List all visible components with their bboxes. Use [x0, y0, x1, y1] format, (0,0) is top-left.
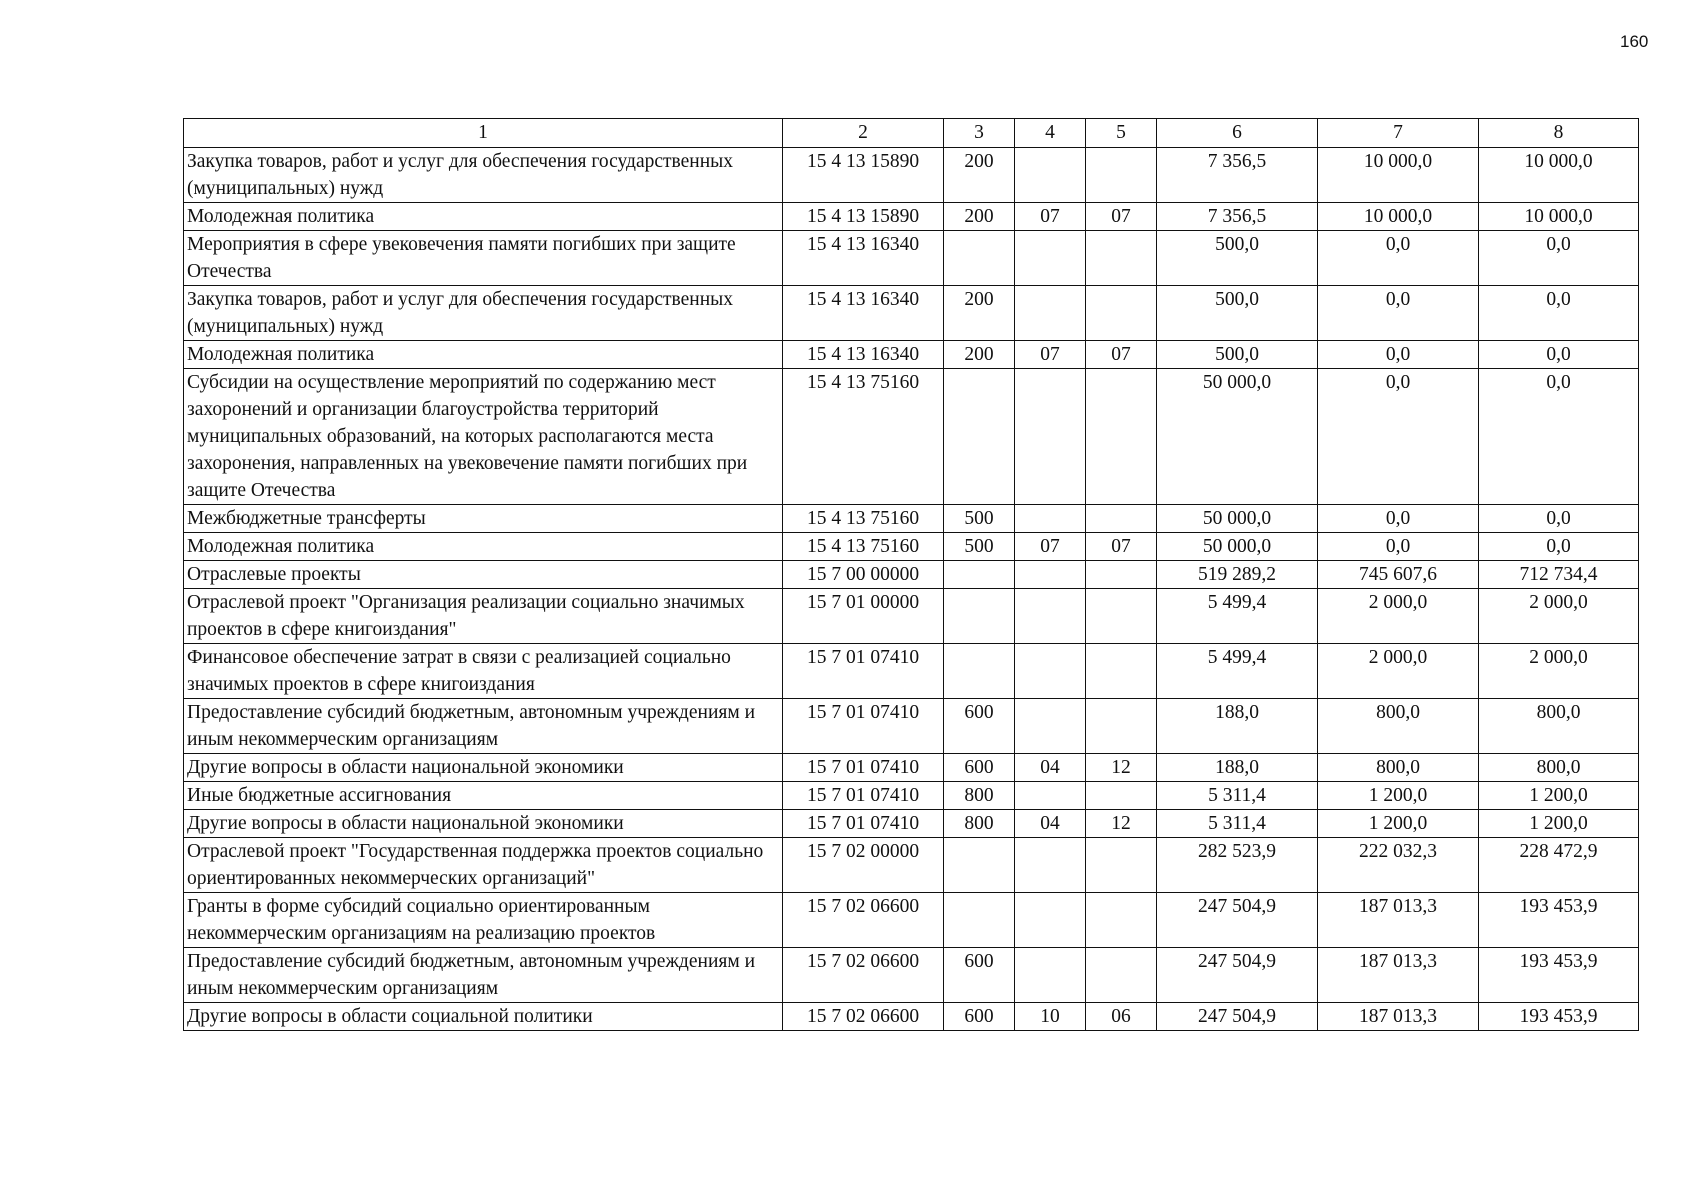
row-col4-cell: [1015, 838, 1086, 893]
table-row: [184, 589, 1639, 644]
table-row: [184, 782, 1639, 810]
row-name-cell: Отраслевой проект "Государственная поддержка проектов социально ориентированных некоммерческих организаций": [184, 838, 783, 893]
row-col8-cell: 193 453,9: [1479, 1003, 1639, 1031]
row-col6-cell: 188,0: [1157, 699, 1318, 754]
row-code-cell: 15 7 02 06600: [783, 893, 944, 948]
table-row: [184, 838, 1639, 893]
row-col4-cell: 04: [1015, 810, 1086, 838]
header-cell: 2: [783, 119, 944, 148]
row-col4-cell: [1015, 148, 1086, 203]
table-row: [184, 341, 1639, 369]
row-name-cell: Молодежная политика: [184, 533, 783, 561]
row-col4-cell: 07: [1015, 533, 1086, 561]
table-row: [184, 948, 1639, 1003]
row-col8-cell: 1 200,0: [1479, 810, 1639, 838]
table-row: [184, 561, 1639, 589]
row-col8-cell: 0,0: [1479, 286, 1639, 341]
row-col6-cell: 500,0: [1157, 286, 1318, 341]
table-row: [184, 203, 1639, 231]
row-code-cell: 15 7 01 00000: [783, 589, 944, 644]
row-name-cell: Предоставление субсидий бюджетным, автономным учреждениям и иным некоммерческим организациям: [184, 699, 783, 754]
row-col7-cell: 1 200,0: [1318, 810, 1479, 838]
table-row: [184, 1003, 1639, 1031]
row-code-cell: 15 7 01 07410: [783, 754, 944, 782]
row-col4-cell: 07: [1015, 203, 1086, 231]
row-col7-cell: 187 013,3: [1318, 1003, 1479, 1031]
row-col5-cell: [1086, 286, 1157, 341]
row-col7-cell: 0,0: [1318, 533, 1479, 561]
row-col5-cell: [1086, 644, 1157, 699]
table-row: [184, 699, 1639, 754]
table-row: [184, 369, 1639, 505]
row-name-cell: Закупка товаров, работ и услуг для обеспечения государственных (муниципальных) нужд: [184, 148, 783, 203]
row-code-cell: 15 7 02 06600: [783, 1003, 944, 1031]
row-col5-cell: [1086, 838, 1157, 893]
table-body: [184, 148, 1639, 1031]
row-col3-cell: 800: [944, 810, 1015, 838]
row-code-cell: 15 7 01 07410: [783, 644, 944, 699]
row-col8-cell: 2 000,0: [1479, 589, 1639, 644]
row-col6-cell: 500,0: [1157, 341, 1318, 369]
header-cell: 4: [1015, 119, 1086, 148]
row-name-cell: Закупка товаров, работ и услуг для обеспечения государственных (муниципальных) нужд: [184, 286, 783, 341]
table-row: [184, 644, 1639, 699]
row-col8-cell: 0,0: [1479, 505, 1639, 533]
row-name-cell: Субсидии на осуществление мероприятий по содержанию мест захоронений и организации благоустройства территорий муниципальных образований, на которых располагаются места захоронения, направленных на увековечение памяти погибших при защите Отечества: [184, 369, 783, 505]
row-name-cell: Молодежная политика: [184, 341, 783, 369]
row-name-cell: Отраслевой проект "Организация реализации социально значимых проектов в сфере книгоиздания": [184, 589, 783, 644]
row-name-cell: Гранты в форме субсидий социально ориентированным некоммерческим организациям на реализацию проектов: [184, 893, 783, 948]
budget-table: [183, 118, 1639, 1031]
row-col6-cell: 50 000,0: [1157, 369, 1318, 505]
row-col7-cell: 0,0: [1318, 505, 1479, 533]
table-row: [184, 505, 1639, 533]
row-name-cell: Отраслевые проекты: [184, 561, 783, 589]
budget-table-container: [183, 118, 1639, 1031]
row-code-cell: 15 7 01 07410: [783, 699, 944, 754]
row-col4-cell: 07: [1015, 341, 1086, 369]
row-code-cell: 15 7 02 06600: [783, 948, 944, 1003]
row-col3-cell: [944, 838, 1015, 893]
row-name-cell: Межбюджетные трансферты: [184, 505, 783, 533]
row-col8-cell: 10 000,0: [1479, 148, 1639, 203]
header-cell: 6: [1157, 119, 1318, 148]
table-row: [184, 231, 1639, 286]
row-col5-cell: [1086, 699, 1157, 754]
row-col4-cell: [1015, 699, 1086, 754]
row-col7-cell: 745 607,6: [1318, 561, 1479, 589]
row-col7-cell: 800,0: [1318, 699, 1479, 754]
row-col8-cell: 10 000,0: [1479, 203, 1639, 231]
row-col6-cell: 188,0: [1157, 754, 1318, 782]
table-row: [184, 148, 1639, 203]
row-col5-cell: 07: [1086, 341, 1157, 369]
row-code-cell: 15 7 01 07410: [783, 810, 944, 838]
table-row: [184, 893, 1639, 948]
row-col6-cell: 5 311,4: [1157, 782, 1318, 810]
table-row: [184, 810, 1639, 838]
row-col6-cell: 50 000,0: [1157, 533, 1318, 561]
row-col5-cell: [1086, 231, 1157, 286]
row-code-cell: 15 4 13 16340: [783, 286, 944, 341]
row-col8-cell: 228 472,9: [1479, 838, 1639, 893]
row-col3-cell: 200: [944, 148, 1015, 203]
table-row: [184, 533, 1639, 561]
row-name-cell: Другие вопросы в области национальной экономики: [184, 810, 783, 838]
row-col6-cell: 519 289,2: [1157, 561, 1318, 589]
row-col3-cell: 600: [944, 1003, 1015, 1031]
row-col7-cell: 1 200,0: [1318, 782, 1479, 810]
row-name-cell: Финансовое обеспечение затрат в связи с реализацией социально значимых проектов в сфере книгоиздания: [184, 644, 783, 699]
row-col5-cell: 07: [1086, 203, 1157, 231]
row-name-cell: Иные бюджетные ассигнования: [184, 782, 783, 810]
row-code-cell: 15 4 13 16340: [783, 231, 944, 286]
row-col4-cell: [1015, 561, 1086, 589]
row-col5-cell: [1086, 561, 1157, 589]
row-col3-cell: [944, 644, 1015, 699]
row-col6-cell: 282 523,9: [1157, 838, 1318, 893]
table-row: [184, 754, 1639, 782]
row-col8-cell: 193 453,9: [1479, 893, 1639, 948]
row-code-cell: 15 7 01 07410: [783, 782, 944, 810]
row-col3-cell: [944, 561, 1015, 589]
row-col5-cell: 12: [1086, 810, 1157, 838]
row-col6-cell: 247 504,9: [1157, 1003, 1318, 1031]
row-col5-cell: [1086, 589, 1157, 644]
row-col3-cell: 600: [944, 948, 1015, 1003]
row-col8-cell: 0,0: [1479, 341, 1639, 369]
row-col6-cell: 247 504,9: [1157, 893, 1318, 948]
row-col3-cell: [944, 369, 1015, 505]
header-cell: 8: [1479, 119, 1639, 148]
row-col8-cell: 712 734,4: [1479, 561, 1639, 589]
row-col7-cell: 2 000,0: [1318, 644, 1479, 699]
row-col3-cell: [944, 893, 1015, 948]
header-cell: 1: [184, 119, 783, 148]
row-col7-cell: 10 000,0: [1318, 148, 1479, 203]
row-name-cell: Мероприятия в сфере увековечения памяти погибших при защите Отечества: [184, 231, 783, 286]
row-col7-cell: 0,0: [1318, 286, 1479, 341]
row-name-cell: Другие вопросы в области национальной экономики: [184, 754, 783, 782]
row-col4-cell: [1015, 231, 1086, 286]
row-col7-cell: 800,0: [1318, 754, 1479, 782]
row-col8-cell: 0,0: [1479, 369, 1639, 505]
page-number: 160: [1620, 32, 1649, 51]
header-cell: 3: [944, 119, 1015, 148]
row-name-cell: Молодежная политика: [184, 203, 783, 231]
row-name-cell: Предоставление субсидий бюджетным, автономным учреждениям и иным некоммерческим организациям: [184, 948, 783, 1003]
row-code-cell: 15 4 13 75160: [783, 369, 944, 505]
row-col5-cell: [1086, 505, 1157, 533]
row-col6-cell: 5 499,4: [1157, 589, 1318, 644]
row-code-cell: 15 4 13 15890: [783, 203, 944, 231]
row-code-cell: 15 4 13 75160: [783, 533, 944, 561]
row-col5-cell: 06: [1086, 1003, 1157, 1031]
row-code-cell: 15 4 13 15890: [783, 148, 944, 203]
row-col8-cell: 800,0: [1479, 754, 1639, 782]
row-col4-cell: [1015, 893, 1086, 948]
row-col8-cell: 2 000,0: [1479, 644, 1639, 699]
row-code-cell: 15 7 02 00000: [783, 838, 944, 893]
row-col7-cell: 222 032,3: [1318, 838, 1479, 893]
row-col5-cell: [1086, 148, 1157, 203]
row-col5-cell: [1086, 948, 1157, 1003]
row-col8-cell: 0,0: [1479, 231, 1639, 286]
row-col6-cell: 50 000,0: [1157, 505, 1318, 533]
row-col3-cell: [944, 589, 1015, 644]
row-col8-cell: 1 200,0: [1479, 782, 1639, 810]
row-col5-cell: 07: [1086, 533, 1157, 561]
row-col6-cell: 5 499,4: [1157, 644, 1318, 699]
row-col6-cell: 7 356,5: [1157, 203, 1318, 231]
table-header-row: [184, 119, 1639, 148]
row-col3-cell: 800: [944, 782, 1015, 810]
row-col6-cell: 247 504,9: [1157, 948, 1318, 1003]
row-col4-cell: [1015, 948, 1086, 1003]
row-col7-cell: 0,0: [1318, 341, 1479, 369]
row-col5-cell: 12: [1086, 754, 1157, 782]
row-col7-cell: 0,0: [1318, 231, 1479, 286]
row-col5-cell: [1086, 369, 1157, 505]
row-col3-cell: 200: [944, 203, 1015, 231]
row-code-cell: 15 7 00 00000: [783, 561, 944, 589]
row-code-cell: 15 4 13 16340: [783, 341, 944, 369]
row-col6-cell: 500,0: [1157, 231, 1318, 286]
row-col4-cell: [1015, 782, 1086, 810]
row-name-cell: Другие вопросы в области социальной политики: [184, 1003, 783, 1031]
row-col6-cell: 7 356,5: [1157, 148, 1318, 203]
header-cell: 7: [1318, 119, 1479, 148]
table-row: [184, 286, 1639, 341]
row-col3-cell: 200: [944, 286, 1015, 341]
row-col7-cell: 10 000,0: [1318, 203, 1479, 231]
row-col8-cell: 193 453,9: [1479, 948, 1639, 1003]
row-col7-cell: 187 013,3: [1318, 893, 1479, 948]
row-col4-cell: [1015, 505, 1086, 533]
row-col3-cell: 600: [944, 699, 1015, 754]
row-col8-cell: 800,0: [1479, 699, 1639, 754]
row-col4-cell: [1015, 369, 1086, 505]
row-col5-cell: [1086, 893, 1157, 948]
header-cell: 5: [1086, 119, 1157, 148]
row-col8-cell: 0,0: [1479, 533, 1639, 561]
row-col5-cell: [1086, 782, 1157, 810]
row-col4-cell: 04: [1015, 754, 1086, 782]
row-col4-cell: 10: [1015, 1003, 1086, 1031]
row-code-cell: 15 4 13 75160: [783, 505, 944, 533]
row-col3-cell: 500: [944, 505, 1015, 533]
row-col3-cell: 600: [944, 754, 1015, 782]
row-col4-cell: [1015, 589, 1086, 644]
row-col6-cell: 5 311,4: [1157, 810, 1318, 838]
row-col3-cell: [944, 231, 1015, 286]
row-col4-cell: [1015, 286, 1086, 341]
row-col7-cell: 187 013,3: [1318, 948, 1479, 1003]
row-col4-cell: [1015, 644, 1086, 699]
row-col7-cell: 2 000,0: [1318, 589, 1479, 644]
row-col3-cell: 500: [944, 533, 1015, 561]
row-col3-cell: 200: [944, 341, 1015, 369]
row-col7-cell: 0,0: [1318, 369, 1479, 505]
